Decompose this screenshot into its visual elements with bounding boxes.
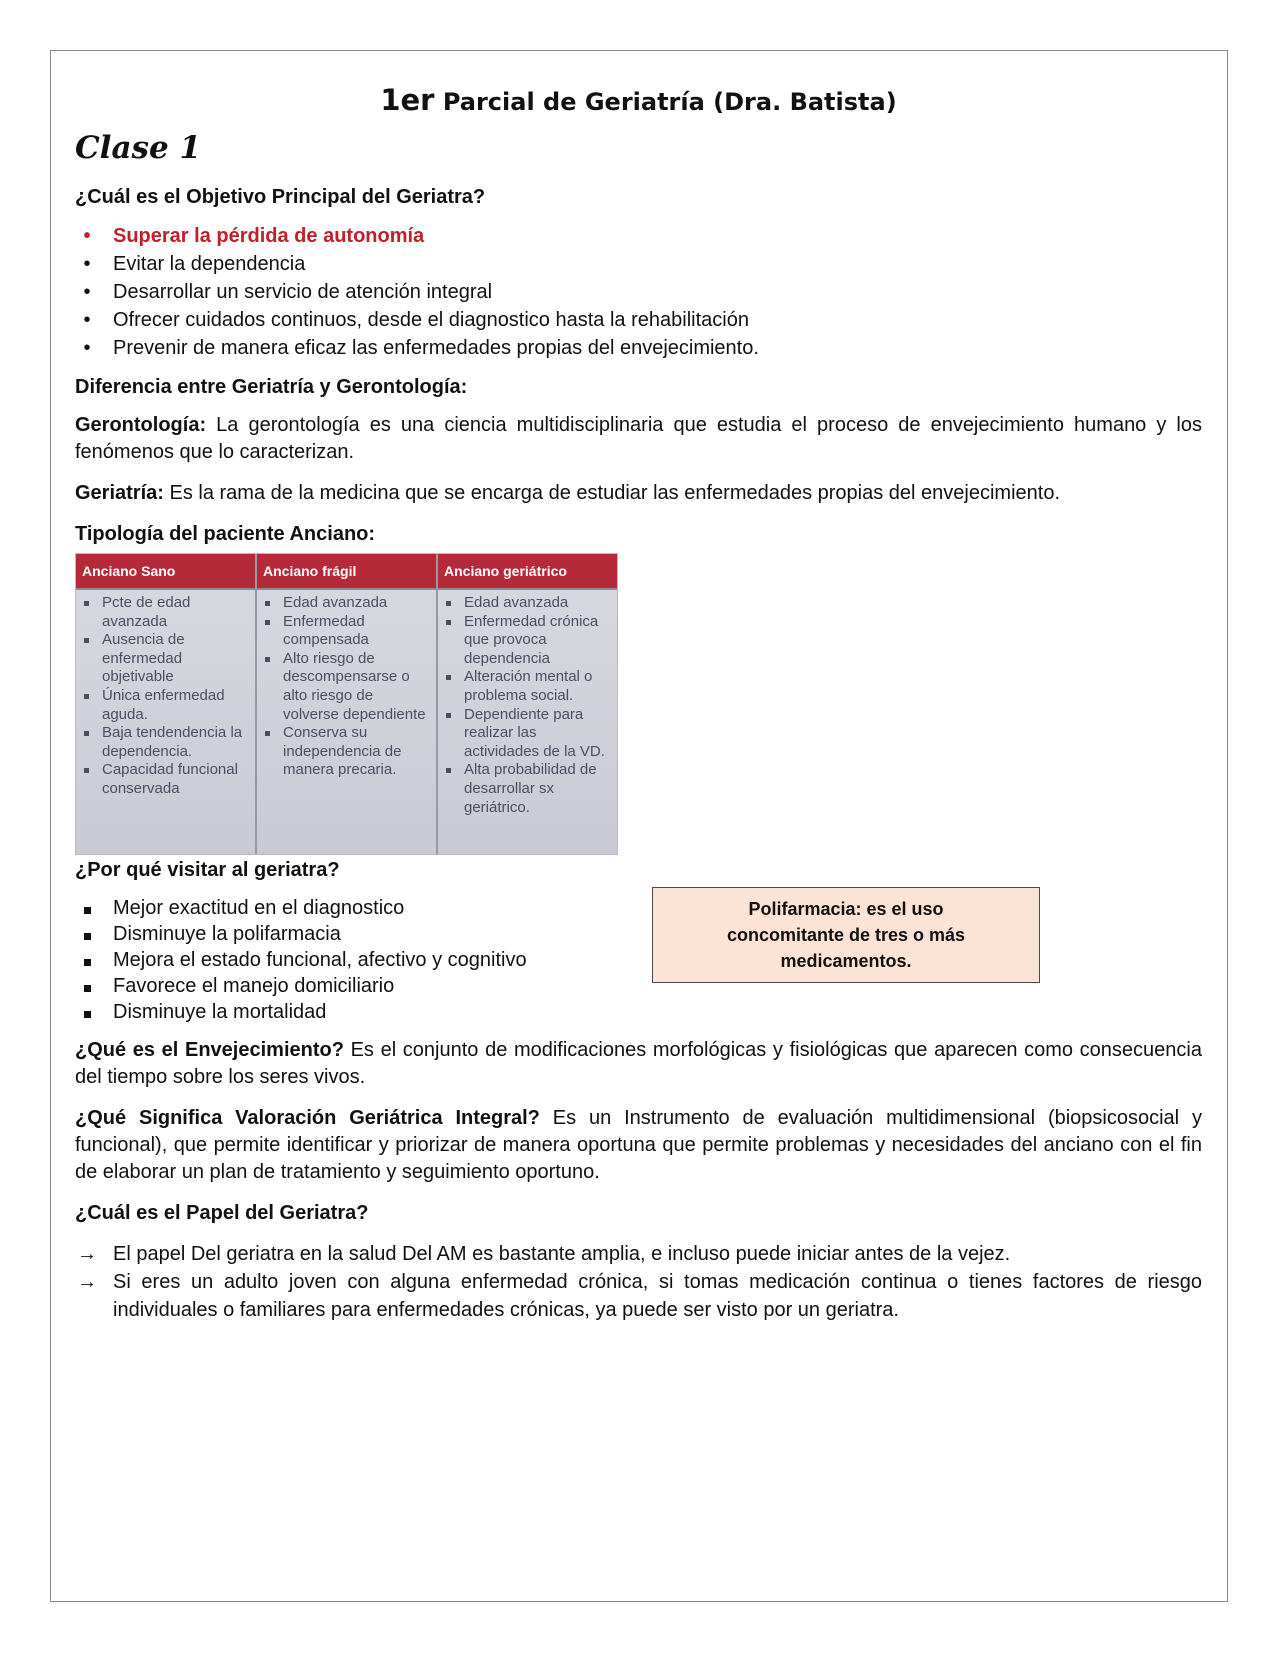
table-cell-item: Enfermedad compensada [263, 613, 432, 650]
table-cell-item: Pcte de edad avanzada [82, 594, 251, 631]
square-bullet-icon [77, 947, 97, 973]
typology-table-image [75, 553, 618, 855]
title-rest: Parcial de Geriatría (Dra. Batista) [442, 88, 897, 116]
geriatria-paragraph: Geriatría: Es la rama de la medicina que se encarga de estudiar las enfermedades propias del envejecimiento. [75, 482, 1061, 504]
list-item: • Desarrollar un servicio de atención integral [75, 278, 1202, 306]
table-cell-item: Alto riesgo de descompensarse o alto riesgo de volverse dependiente [263, 650, 432, 724]
table-cell-item: Alteración mental o problema social. [444, 668, 613, 705]
list-item: → Si eres un adulto joven con alguna enfermedad crónica, si tomas medicación continua o tienes factores de riesgo individuales o familiares para enfermedades crónicas, ya puede ser visto por un geriatra. [75, 1268, 1202, 1324]
table-cell-item: Enfermedad crónica que provoca dependencia [444, 613, 613, 669]
bullet-icon: • [83, 253, 91, 275]
why-section [75, 857, 1202, 1025]
bullet-icon: • [83, 225, 91, 247]
role-heading: ¿Cuál es el Papel del Geriatra? [75, 1202, 369, 1224]
typology-heading: Tipología del paciente Anciano: [75, 523, 376, 545]
table-cell-item: Edad avanzada [444, 594, 613, 613]
typology-column [257, 554, 438, 854]
document-title [75, 80, 1202, 120]
column-header: Anciano Sano [76, 554, 255, 590]
table-cell-item: Conserva su independencia de manera precaria. [263, 724, 432, 780]
arrow-right-icon: → [77, 1243, 97, 1265]
table-cell-item: Dependiente para realizar las actividades de la VD. [444, 706, 613, 762]
table-cell-item: Baja tendendencia la dependencia. [82, 724, 251, 761]
title-prefix: 1er [380, 83, 435, 117]
square-bullet-icon [77, 973, 97, 999]
vgi-paragraph: ¿Qué Significa Valoración Geriátrica Integral? Es un Instrumento de evaluación multidimensional (biopsicosocial y funcional), que permite identificar y priorizar de manera oportuna que permite problemas y necesidades del anciano con el fin de elaborar un plan de tratamiento y seguimiento oportuno. [75, 1107, 1202, 1183]
list-item: • Superar la pérdida de autonomía [75, 222, 1202, 250]
arrow-right-icon: → [77, 1271, 97, 1293]
table-cell-item: Única enfermedad aguda. [82, 687, 251, 724]
list-item: • Evitar la dependencia [75, 250, 1202, 278]
bullet-icon: • [83, 281, 91, 303]
bullet-icon: • [83, 309, 91, 331]
aging-paragraph: ¿Qué es el Envejecimiento? Es el conjunto de modificaciones morfológicas y fisiológicas que aparecen como consecuencia del tiempo sobre los seres vivos. [75, 1039, 1202, 1088]
list-item: Favorece el manejo domiciliario [75, 973, 1202, 999]
square-bullet-icon [77, 921, 97, 947]
square-bullet-icon [77, 999, 97, 1025]
column-header: Anciano frágil [257, 554, 436, 590]
table-cell-item: Capacidad funcional conservada [82, 761, 251, 798]
table-cell-item: Alta probabilidad de desarrollar sx geriátrico. [444, 761, 613, 817]
list-item: Mejor exactitud en el diagnostico [75, 895, 1202, 921]
gerontologia-paragraph: Gerontología: La gerontología es una ciencia multidisciplinaria que estudia el proceso de envejecimiento humano y los fenómenos que lo caracterizan. [75, 414, 1202, 463]
typology-column [76, 554, 257, 854]
objective-list [75, 222, 1202, 362]
why-heading: ¿Por qué visitar al geriatra? [75, 859, 340, 881]
square-bullet-icon [77, 895, 97, 921]
list-item: Mejora el estado funcional, afectivo y cognitivo [75, 947, 1202, 973]
list-item: Disminuye la polifarmacia [75, 921, 1202, 947]
table-cell-item: Edad avanzada [263, 594, 432, 613]
role-list [75, 1240, 1202, 1324]
polifarmacia-callout: Polifarmacia: es el uso concomitante de tres o más medicamentos. [652, 887, 1040, 983]
objective-heading: ¿Cuál es el Objetivo Principal del Geriatra? [75, 186, 486, 208]
section-heading: Clase 1 [75, 130, 202, 166]
difference-heading: Diferencia entre Geriatría y Gerontología: [75, 376, 468, 398]
list-item: • Ofrecer cuidados continuos, desde el diagnostico hasta la rehabilitación [75, 306, 1202, 334]
column-header: Anciano geriátrico [438, 554, 617, 590]
list-item: Disminuye la mortalidad [75, 999, 1202, 1025]
table-cell-item: Ausencia de enfermedad objetivable [82, 631, 251, 687]
bullet-icon: • [83, 337, 91, 359]
list-item: • Prevenir de manera eficaz las enfermedades propias del envejecimiento. [75, 334, 1202, 362]
list-item: → El papel Del geriatra en la salud Del AM es bastante amplia, e incluso puede iniciar antes de la vejez. [75, 1240, 1202, 1268]
document-body [75, 80, 1202, 1336]
typology-column [438, 554, 617, 854]
